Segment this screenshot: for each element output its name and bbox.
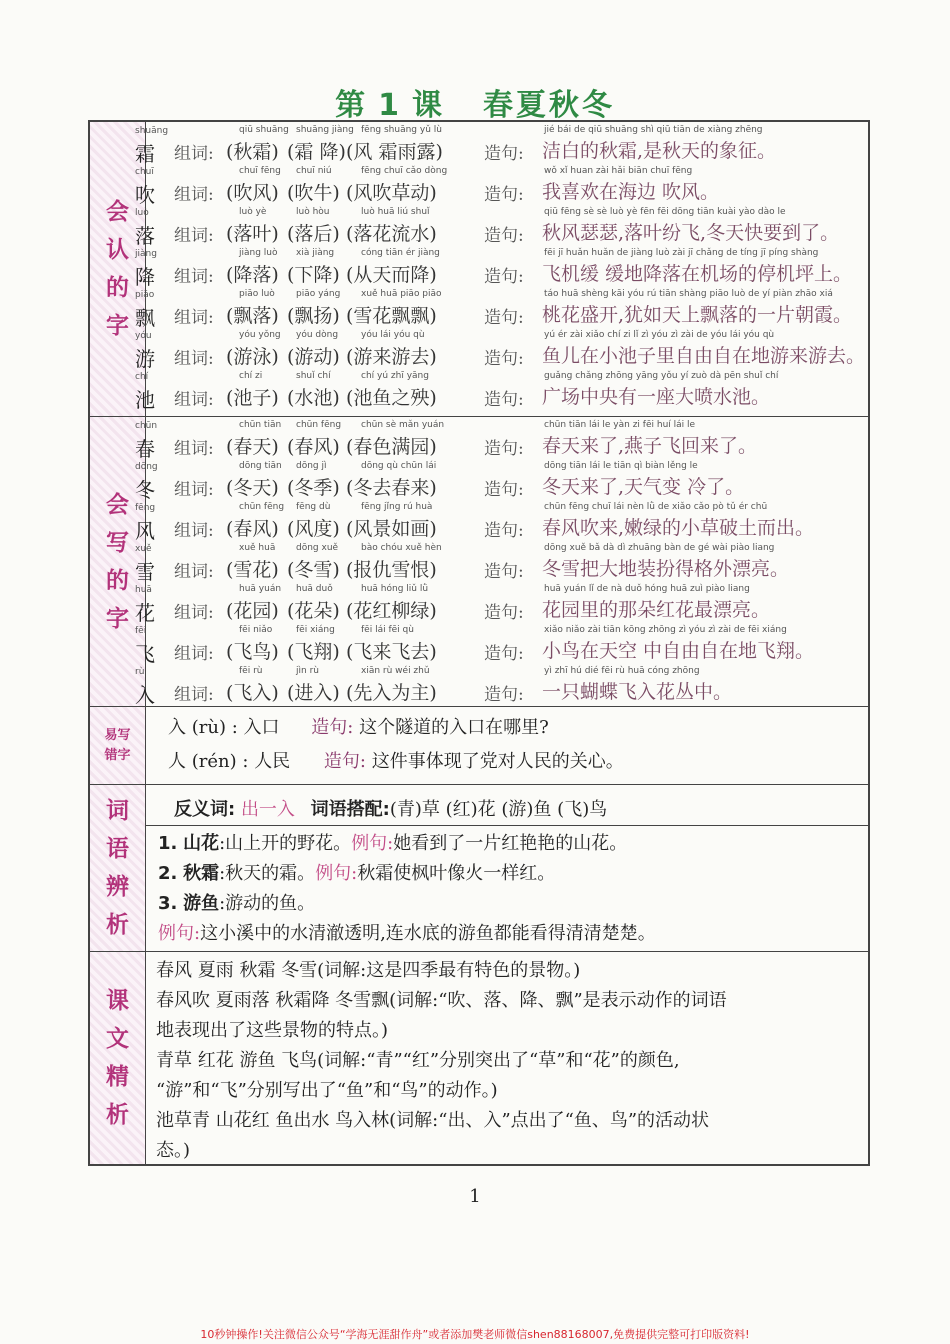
character: 飞 bbox=[135, 642, 155, 666]
cuozi-row-1: 入 (rù) : 入口 造句: 这个隧道的入口在哪里? bbox=[168, 717, 549, 738]
zaoju-label: 造句: bbox=[484, 144, 524, 164]
char-pinyin: chí bbox=[135, 372, 149, 382]
xiezi-row bbox=[135, 583, 868, 625]
word-3: (先入为主) bbox=[346, 682, 437, 704]
label-bianxi: 词 语 辨 析 bbox=[90, 785, 146, 951]
sentence-pinyin: guǎng chǎng zhōng yāng yǒu yí zuò dà pēn shuǐ chí bbox=[544, 371, 779, 381]
word-pinyin: dōng tiān bbox=[239, 461, 282, 471]
xiezi-row bbox=[135, 624, 868, 666]
sentence: 春天来了,燕子飞回来了。 bbox=[542, 435, 758, 457]
character: 池 bbox=[135, 388, 155, 412]
sentence: 春风吹来,嫩绿的小草破土而出。 bbox=[542, 517, 815, 539]
word-3: (风吹草动) bbox=[346, 182, 437, 204]
bianxi-header: 反义词: 出一入 词语搭配:(青)草 (红)花 (游)鱼 (飞)鸟 bbox=[174, 799, 608, 820]
word-pinyin: chūn sè mǎn yuán bbox=[361, 420, 445, 430]
sentence: 广场中央有一座大喷水池。 bbox=[542, 386, 771, 408]
word-1: (飞入) bbox=[226, 682, 279, 704]
word-pinyin: xuě huā piāo piāo bbox=[361, 289, 442, 299]
char-pinyin: rù bbox=[135, 667, 145, 677]
word-2: (霜 降) bbox=[287, 141, 346, 163]
word-2: (飞翔) bbox=[287, 641, 340, 663]
word-pinyin: luò hòu bbox=[296, 207, 330, 217]
word-3: (落花流水) bbox=[346, 223, 437, 245]
xiezi-row bbox=[135, 542, 868, 584]
word-2: (下降) bbox=[287, 264, 340, 286]
word-pinyin: chuī niú bbox=[296, 166, 332, 176]
word-pinyin: yóu yǒng bbox=[239, 330, 281, 340]
word-pinyin: fēng shuāng yǔ lù bbox=[361, 125, 442, 135]
jingxi-line: 青草 红花 游鱼 飞鸟(词解:“青”“红”分别突出了“草”和“花”的颜色, bbox=[156, 1050, 680, 1071]
zaoju-label: 造句: bbox=[484, 439, 524, 459]
label-jingxi: 课 文 精 析 bbox=[90, 952, 146, 1164]
jingxi-line: 态。) bbox=[156, 1140, 191, 1161]
word-pinyin: chuī fēng bbox=[239, 166, 281, 176]
word-pinyin: fēng jǐng rú huà bbox=[361, 502, 433, 512]
word-2: (落后) bbox=[287, 223, 340, 245]
zaoju-label: 造句: bbox=[484, 685, 524, 705]
sentence-pinyin: huā yuán lǐ de nà duǒ hóng huā zuì piào liang bbox=[544, 584, 750, 594]
sentence: 桃花盛开,犹如天上飘落的一片朝霞。 bbox=[542, 304, 853, 326]
jingxi-line: 春风 夏雨 秋霜 冬雪(词解:这是四季最有特色的景物。) bbox=[156, 960, 581, 981]
word-pinyin: shuāng jiàng bbox=[296, 125, 354, 135]
renzi-row bbox=[135, 370, 868, 412]
word-pinyin: luò huā liú shuǐ bbox=[361, 207, 430, 217]
sentence: 冬雪把大地装扮得格外漂亮。 bbox=[542, 558, 790, 580]
word-pinyin: fēi niǎo bbox=[239, 625, 273, 635]
sentence-pinyin: yì zhī hú dié fēi rù huā cóng zhōng bbox=[544, 666, 700, 676]
xiezi-row bbox=[135, 501, 868, 543]
word-2: (风度) bbox=[287, 518, 340, 540]
zuci-label: 组词: bbox=[174, 439, 214, 459]
section-xiezi bbox=[90, 417, 868, 707]
word-pinyin: chūn tiān bbox=[239, 420, 282, 430]
sentence: 我喜欢在海边 吹风。 bbox=[542, 181, 720, 203]
word-3: (从天而降) bbox=[346, 264, 437, 286]
sentence: 花园里的那朵红花最漂亮。 bbox=[542, 599, 771, 621]
title-lesson: 第 bbox=[335, 88, 369, 123]
word-pinyin: cóng tiān ér jiàng bbox=[361, 248, 440, 258]
zuci-label: 组词: bbox=[174, 349, 214, 369]
sentence: 一只蝴蝶飞入花丛中。 bbox=[542, 681, 733, 703]
zuci-label: 组词: bbox=[174, 644, 214, 664]
word-2: (水池) bbox=[287, 387, 340, 409]
word-pinyin: fēi xiáng bbox=[296, 625, 335, 635]
word-1: (冬天) bbox=[226, 477, 279, 499]
zuci-label: 组词: bbox=[174, 521, 214, 541]
word-3: (风 霜雨露) bbox=[346, 141, 443, 163]
word-pinyin: piāo yáng bbox=[296, 289, 341, 299]
word-pinyin: luò yè bbox=[239, 207, 267, 217]
character: 春 bbox=[135, 437, 155, 461]
character: 花 bbox=[135, 601, 155, 625]
word-1: (飞鸟) bbox=[226, 641, 279, 663]
character: 霜 bbox=[135, 142, 155, 166]
word-3: (风景如画) bbox=[346, 518, 437, 540]
word-1: (春风) bbox=[226, 518, 279, 540]
word-pinyin: xià jiàng bbox=[296, 248, 335, 258]
sentence: 鱼儿在小池子里自由自在地游来游去。 bbox=[542, 345, 866, 367]
word-1: (降落) bbox=[226, 264, 279, 286]
character: 吹 bbox=[135, 183, 155, 207]
word-pinyin: chūn fēng bbox=[239, 502, 285, 512]
zaoju-label: 造句: bbox=[484, 603, 524, 623]
word-pinyin: bào chóu xuě hèn bbox=[361, 543, 442, 553]
sentence-pinyin: yú ér zài xiǎo chí zi lǐ zì yóu zì zài de yóu lái yóu qù bbox=[544, 330, 775, 340]
xiezi-body bbox=[135, 417, 868, 707]
word-pinyin: xiān rù wéi zhǔ bbox=[361, 666, 430, 676]
word-2: (进入) bbox=[287, 682, 340, 704]
word-3: (花红柳绿) bbox=[346, 600, 437, 622]
word-1: (池子) bbox=[226, 387, 279, 409]
bianxi-item-1: 1. 山花:山上开的野花。例句:她看到了一片红艳艳的山花。 bbox=[158, 833, 628, 854]
zaoju-label: 造句: bbox=[484, 349, 524, 369]
word-1: (游泳) bbox=[226, 346, 279, 368]
renzi-body bbox=[135, 122, 868, 416]
word-pinyin: fēi lái fēi qù bbox=[361, 625, 414, 635]
renzi-row bbox=[135, 288, 868, 330]
renzi-row bbox=[135, 165, 868, 207]
zaoju-label: 造句: bbox=[484, 267, 524, 287]
section-jingxi bbox=[90, 952, 868, 1164]
jingxi-body bbox=[146, 952, 868, 1164]
char-pinyin: fēng bbox=[135, 503, 156, 513]
word-pinyin: huā yuán bbox=[239, 584, 282, 594]
word-1: (春天) bbox=[226, 436, 279, 458]
zuci-label: 组词: bbox=[174, 480, 214, 500]
char-pinyin: dōng bbox=[135, 462, 158, 472]
zuci-label: 组词: bbox=[174, 390, 214, 410]
renzi-row bbox=[135, 247, 868, 289]
bianxi-item-3: 3. 游鱼:游动的鱼。 bbox=[158, 893, 316, 914]
word-1: (吹风) bbox=[226, 182, 279, 204]
zaoju-label: 造句: bbox=[484, 185, 524, 205]
word-3: (游来游去) bbox=[346, 346, 437, 368]
char-pinyin: xuě bbox=[135, 544, 152, 554]
word-pinyin: qiū shuāng bbox=[239, 125, 289, 135]
zuci-label: 组词: bbox=[174, 144, 214, 164]
footer-notice: 10秒钟操作!关注微信公众号“学海无涯甜作舟”或者添加樊老师微信shen88168007,免费提供完整可打印版资料! bbox=[200, 1328, 750, 1341]
zuci-label: 组词: bbox=[174, 562, 214, 582]
word-3: (池鱼之殃) bbox=[346, 387, 437, 409]
section-cuozi bbox=[90, 707, 868, 785]
bianxi-example: 例句:这小溪中的水清澈透明,连水底的游鱼都能看得清清楚楚。 bbox=[158, 923, 656, 944]
sentence-pinyin: táo huā shèng kāi yóu rú tiān shàng piāo luò de yí piàn zhāo xiá bbox=[544, 289, 833, 299]
section-bianxi bbox=[90, 785, 868, 952]
sentence: 冬天来了,天气变 冷了。 bbox=[542, 476, 745, 498]
character: 风 bbox=[135, 519, 155, 543]
label-xiezi: 会 写 的 字 bbox=[90, 417, 146, 706]
word-3: (春色满园) bbox=[346, 436, 437, 458]
character: 游 bbox=[135, 347, 155, 371]
word-3: (雪花飘飘) bbox=[346, 305, 437, 327]
word-pinyin: yóu dòng bbox=[296, 330, 339, 340]
character: 飘 bbox=[135, 306, 155, 330]
zuci-label: 组词: bbox=[174, 603, 214, 623]
word-pinyin: chí yú zhī yāng bbox=[361, 371, 429, 381]
sentence: 洁白的秋霜,是秋天的象征。 bbox=[542, 140, 777, 162]
sentence-pinyin: dōng xuě bǎ dà dì zhuāng bàn de gé wài piào liang bbox=[544, 543, 775, 553]
cuozi-body bbox=[146, 707, 868, 784]
jingxi-line: “游”和“飞”分别写出了“鱼”和“鸟”的动作。) bbox=[156, 1080, 498, 1101]
word-2: (冬季) bbox=[287, 477, 340, 499]
renzi-row bbox=[135, 124, 868, 166]
word-1: (落叶) bbox=[226, 223, 279, 245]
bianxi-body bbox=[146, 785, 868, 951]
zaoju-label: 造句: bbox=[484, 308, 524, 328]
word-2: (春风) bbox=[287, 436, 340, 458]
word-1: (飘落) bbox=[226, 305, 279, 327]
zuci-label: 组词: bbox=[174, 685, 214, 705]
zaoju-label: 造句: bbox=[484, 390, 524, 410]
word-pinyin: fēng chuī cǎo dòng bbox=[361, 166, 448, 176]
word-3: (冬去春来) bbox=[346, 477, 437, 499]
word-pinyin: piāo luò bbox=[239, 289, 275, 299]
char-pinyin: chūn bbox=[135, 421, 158, 431]
word-pinyin: jìn rù bbox=[296, 666, 319, 676]
zaoju-label: 造句: bbox=[484, 521, 524, 541]
sentence: 小鸟在天空 中自由自在地飞翔。 bbox=[542, 640, 815, 662]
char-pinyin: chuī bbox=[135, 167, 154, 177]
word-pinyin: fēi rù bbox=[239, 666, 263, 676]
word-3: (报仇雪恨) bbox=[346, 559, 437, 581]
zuci-label: 组词: bbox=[174, 226, 214, 246]
word-pinyin: chí zi bbox=[239, 371, 263, 381]
word-2: (冬雪) bbox=[287, 559, 340, 581]
bianxi-item-2: 2. 秋霜:秋天的霜。例句:秋霜使枫叶像火一样红。 bbox=[158, 863, 556, 884]
sentence-pinyin: wǒ xǐ huan zài hǎi biān chuī fēng bbox=[544, 166, 693, 176]
character: 落 bbox=[135, 224, 155, 248]
zaoju-label: 造句: bbox=[484, 644, 524, 664]
word-2: (游动) bbox=[287, 346, 340, 368]
char-pinyin: fēi bbox=[135, 626, 147, 636]
word-1: (雪花) bbox=[226, 559, 279, 581]
word-2: (飘扬) bbox=[287, 305, 340, 327]
word-pinyin: huā duǒ bbox=[296, 584, 333, 594]
xiezi-row bbox=[135, 460, 868, 502]
char-pinyin: shuāng bbox=[135, 126, 169, 136]
char-pinyin: yóu bbox=[135, 331, 152, 341]
sentence-pinyin: chūn tiān lái le yàn zi fēi huí lái le bbox=[544, 420, 696, 430]
character: 雪 bbox=[135, 560, 155, 584]
page-title bbox=[0, 80, 950, 124]
char-pinyin: jiàng bbox=[135, 249, 157, 259]
sentence-pinyin: dōng tiān lái le tiān qì biàn lěng le bbox=[544, 461, 698, 471]
word-pinyin: huā hóng liǔ lǜ bbox=[361, 584, 429, 594]
section-renzi bbox=[90, 122, 868, 417]
zuci-label: 组词: bbox=[174, 308, 214, 328]
sentence: 秋风瑟瑟,落叶纷飞,冬天快要到了。 bbox=[542, 222, 840, 244]
sentence-pinyin: xiǎo niǎo zài tiān kōng zhōng zì yóu zì zài de fēi xiáng bbox=[544, 625, 787, 635]
worksheet bbox=[88, 120, 870, 1166]
sentence-pinyin: fēi jī huǎn huǎn de jiàng luò zài jī chǎng de tíng jī píng shàng bbox=[544, 248, 819, 258]
sentence-pinyin: chūn fēng chuī lái nèn lǜ de xiǎo cǎo pò tǔ ér chū bbox=[544, 502, 768, 512]
page-number: 1 bbox=[469, 1186, 481, 1207]
sentence: 飞机缓 缓地降落在机场的停机坪上。 bbox=[542, 263, 853, 285]
word-pinyin: chūn fēng bbox=[296, 420, 342, 430]
char-pinyin: piāo bbox=[135, 290, 155, 300]
title-name: 春夏秋冬 bbox=[482, 88, 615, 123]
word-pinyin: fēng dù bbox=[296, 502, 331, 512]
sentence-pinyin: jié bái de qiū shuāng shì qiū tiān de xiàng zhēng bbox=[544, 125, 763, 135]
word-pinyin: shuǐ chí bbox=[296, 371, 331, 381]
renzi-row bbox=[135, 206, 868, 248]
xiezi-row bbox=[135, 665, 868, 707]
word-pinyin: dōng xuě bbox=[296, 543, 339, 553]
title-unit: 课 bbox=[411, 88, 445, 123]
word-pinyin: yóu lái yóu qù bbox=[361, 330, 425, 340]
cuozi-row-2: 人 (rén) : 人民 造句: 这件事体现了党对人民的关心。 bbox=[168, 751, 624, 772]
zuci-label: 组词: bbox=[174, 185, 214, 205]
zaoju-label: 造句: bbox=[484, 226, 524, 246]
word-2: (花朵) bbox=[287, 600, 340, 622]
word-3: (飞来飞去) bbox=[346, 641, 437, 663]
word-pinyin: dōng qù chūn lái bbox=[361, 461, 437, 471]
word-1: (秋霜) bbox=[226, 141, 279, 163]
word-2: (吹牛) bbox=[287, 182, 340, 204]
jingxi-line: 地表现出了这些景物的特点。) bbox=[156, 1020, 389, 1041]
zaoju-label: 造句: bbox=[484, 480, 524, 500]
char-pinyin: huā bbox=[135, 585, 152, 595]
title-num: 1 bbox=[378, 88, 402, 123]
word-pinyin: jiàng luò bbox=[239, 248, 278, 258]
renzi-row bbox=[135, 329, 868, 371]
word-1: (花园) bbox=[226, 600, 279, 622]
label-renzi: 会 认 的 字 bbox=[90, 122, 146, 416]
character: 入 bbox=[135, 683, 155, 707]
xiezi-row bbox=[135, 419, 868, 461]
sentence-pinyin: qiū fēng sè sè luò yè fēn fēi dōng tiān kuài yào dào le bbox=[544, 207, 786, 217]
word-pinyin: dōng jì bbox=[296, 461, 327, 471]
word-pinyin: xuě huā bbox=[239, 543, 276, 553]
jingxi-line: 春风吹 夏雨落 秋霜降 冬雪飘(词解:“吹、落、降、飘”是表示动作的词语 bbox=[156, 990, 727, 1011]
character: 冬 bbox=[135, 478, 155, 502]
char-pinyin: luò bbox=[135, 208, 149, 218]
zaoju-label: 造句: bbox=[484, 562, 524, 582]
label-cuozi: 易写 错字 bbox=[90, 707, 146, 784]
jingxi-line: 池草青 山花红 鱼出水 鸟入林(词解:“出、入”点出了“鱼、鸟”的活动状 bbox=[156, 1110, 710, 1131]
character: 降 bbox=[135, 265, 155, 289]
zuci-label: 组词: bbox=[174, 267, 214, 287]
